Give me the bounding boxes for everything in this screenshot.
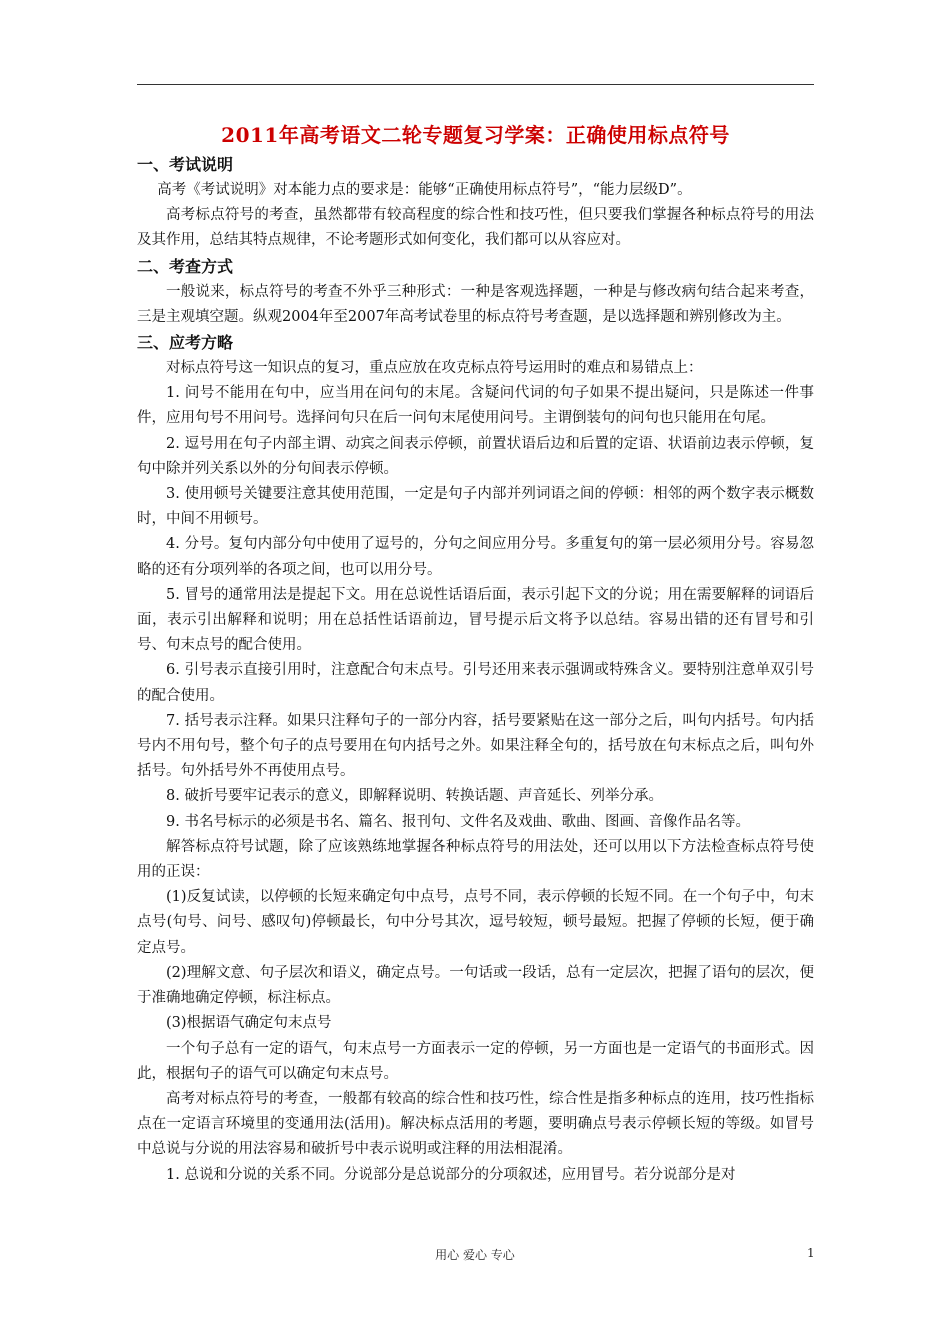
paragraph: 1. 问号不能用在句中，应当用在问句的末尾。含疑问代词的句子如果不提出疑问，只是陈述一件事件，应用句号不用问号。选择问句只在后一问句末尾使用问号。主谓倒装句的问句也只能用在句尾。 xyxy=(137,385,814,427)
paragraph: 1. 总说和分说的关系不同。分说部分是总说部分的分项叙述，应用冒号。若分说部分是对 xyxy=(166,1166,736,1183)
paragraph: 高考《考试说明》对本能力点的要求是：能够“正确使用标点符号”，“能力层级D”。 xyxy=(157,182,692,198)
section-exam-description xyxy=(137,152,814,254)
paragraph: 一般说来，标点符号的考查不外乎三种形式：一种是客观选择题，一种是与修改病句结合起来考查，三是主观填空题。纵观2004年至2007年高考试卷里的标点符号考查题，是以选择题和辨别修改为主。 xyxy=(137,283,814,325)
paragraph: (3)根据语气确定句末点号 xyxy=(166,1015,332,1032)
document-body xyxy=(137,118,814,1188)
page-footer xyxy=(0,1246,950,1266)
paragraph: 一个句子总有一定的语气，句末点号一方面表示一定的停顿，另一方面也是一定语气的书面形式。因此，根据句子的语气可以确定句末点号。 xyxy=(137,1040,814,1082)
paragraph: 2. 逗号用在句子内部主谓、动宾之间表示停顿，前置状语后边和后置的定语、状语前边表示停顿，复句中除并列关系以外的分句间表示停顿。 xyxy=(137,435,814,477)
paragraph: 7. 括号表示注释。如果只注释句子的一部分内容，括号要紧贴在这一部分之后，叫句内括号。句内括号内不用句号，整个句子的点号要用在句内括号之外。如果注释全句的，括号放在句末标点之后，叫句外括号。句外括号外不再使用点号。 xyxy=(137,712,814,780)
paragraph: 5. 冒号的通常用法是提起下文。用在总说性话语后面，表示引起下文的分说；用在需要解释的词语后面，表示引出解释和说明；用在总括性话语前边，冒号提示后文将予以总结。容易出错的还有冒号和引号、句末点号的配合使用。 xyxy=(137,586,814,654)
paragraph: 高考对标点符号的考查，一般都有较高的综合性和技巧性，综合性是指多种标点的连用，技巧性指标点在一定语言环境里的变通用法(活用)。解决标点活用的考题，要明确点号表示停顿长短的等级。如冒号中总说与分说的用法容易和破折号中表示说明或注释的用法相混淆。 xyxy=(137,1090,814,1158)
page-number: 1 xyxy=(807,1246,815,1260)
section-heading: 三、应考方略 xyxy=(137,333,234,353)
paragraph: 解答标点符号试题，除了应该熟练地掌握各种标点符号的用法处，还可以用以下方法检查标点符号使用的正误： xyxy=(137,838,814,881)
header-rule xyxy=(137,84,814,85)
paragraph: 3. 使用顿号关键要注意其使用范围，一定是句子内部并列词语之间的停顿：相邻的两个数字表示概数时，中间不用顿号。 xyxy=(137,486,814,528)
paragraph: (1)反复试读，以停顿的长短来确定句中点号，点号不同，表示停顿的长短不同。在一个句子中，句末点号(句号、问号、感叹句)停顿最长，句中分号其次，逗号较短，顿号最短。把握了停顿的长短，便于确定点号。 xyxy=(137,889,814,956)
section-heading: 一、考试说明 xyxy=(137,155,234,174)
paragraph: 6. 引号表示直接引用时，注意配合句末点号。引号还用来表示强调或特殊含义。要特别注意单双引号的配合使用。 xyxy=(137,662,814,704)
footer-motto: 用心 爱心 专心 xyxy=(435,1248,515,1262)
paragraph: 对标点符号这一知识点的复习，重点应放在攻克标点符号运用时的难点和易错点上： xyxy=(166,360,703,377)
page-title: 2011年高考语文二轮专题复习学案：正确使用标点符号 xyxy=(221,123,730,147)
paragraph: 9. 书名号标示的必须是书名、篇名、报刊句、文件名及戏曲、歌曲、图画、音像作品名等。 xyxy=(166,813,750,830)
paragraph: (2)理解文意、句子层次和语义，确定点号。一句话或一段话，总有一定层次，把握了语句的层次，便于准确地确定停顿，标注标点。 xyxy=(137,964,814,1007)
paragraph: 4. 分号。复句内部分句中使用了逗号的，分句之间应用分号。多重复句的第一层必须用分号。容易忽略的还有分项列举的各项之间，也可以用分号。 xyxy=(137,536,814,578)
paragraph: 8. 破折号要牢记表示的意义，即解释说明、转换话题、声音延长、列举分承。 xyxy=(166,788,663,805)
section-strategy xyxy=(137,330,814,1188)
section-exam-format xyxy=(137,254,814,330)
section-heading: 二、考查方式 xyxy=(137,256,234,276)
paragraph: 高考标点符号的考查，虽然都带有较高程度的综合性和技巧性，但只要我们掌握各种标点符号的用法及其作用，总结其特点规律，不论考题形式如何变化，我们都可以从容应对。 xyxy=(137,207,814,249)
